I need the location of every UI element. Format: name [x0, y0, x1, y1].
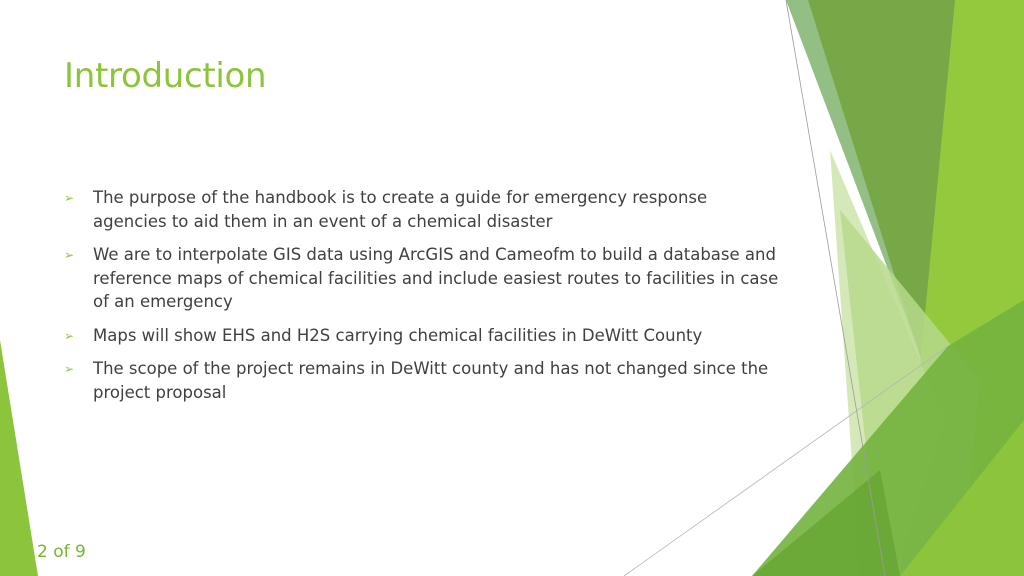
- bullet-item: [64, 186, 784, 233]
- slide-title: Introduction: [64, 56, 267, 96]
- bullet-text: Maps will show EHS and H2S carrying chemical facilities in DeWitt County: [93, 325, 703, 345]
- arrowhead-bullet-icon: ➢: [64, 248, 75, 262]
- bullet-item: [64, 324, 784, 348]
- bullet-list: [64, 186, 784, 414]
- arrowhead-bullet-icon: ➢: [64, 362, 75, 376]
- facet-shape: [0, 340, 38, 576]
- bullet-item: [64, 243, 784, 314]
- bullet-text: We are to interpolate GIS data using ArcGIS and Cameofm to build a database and reference maps of chemical facilities and include easiest routes to facilities in case of an emergency: [93, 245, 779, 311]
- slide-number: 2 of 9: [37, 542, 86, 562]
- bullet-text: The purpose of the handbook is to create a guide for emergency response agencies to aid them in an event of a chemical disaster: [93, 188, 708, 231]
- arrowhead-bullet-icon: ➢: [64, 191, 75, 205]
- bullet-item: [64, 357, 784, 404]
- bullet-text: The scope of the project remains in DeWitt county and has not changed since the project proposal: [93, 359, 769, 402]
- facet-shape: [752, 470, 900, 576]
- arrowhead-bullet-icon: ➢: [64, 328, 75, 343]
